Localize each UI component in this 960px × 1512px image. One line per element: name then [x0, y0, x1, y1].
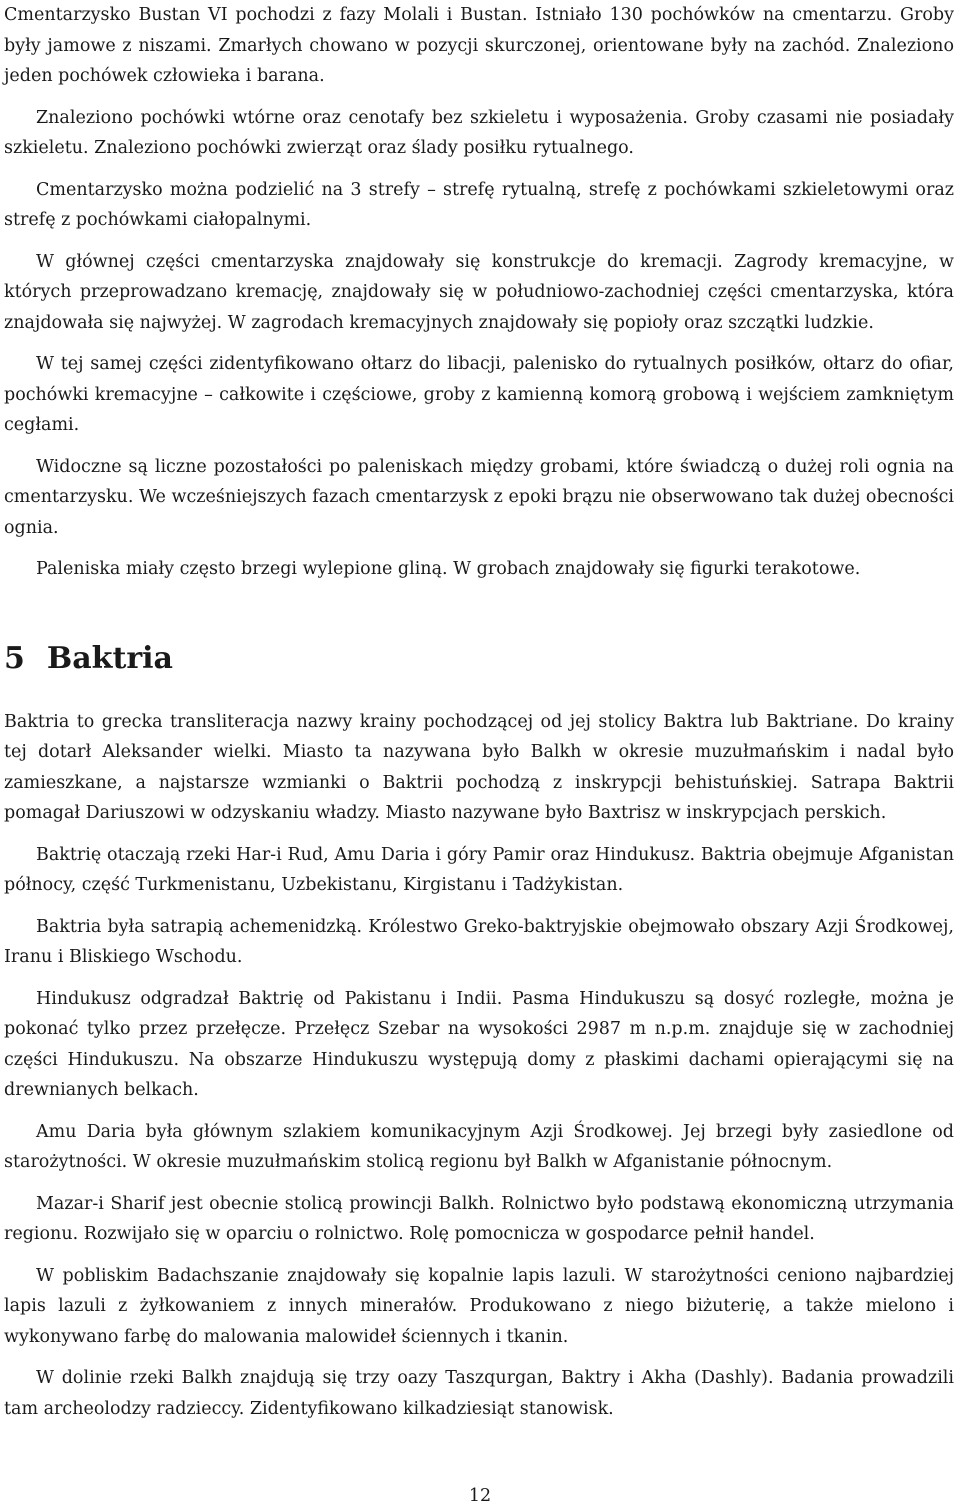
paragraph: W dolinie rzeki Balkh znajdują się trzy oazy Taszqurgan, Baktry i Akha (Dashly). Badania prowadzili tam archeolodzy radzieccy. Zidentyfikowano kilkadziesiąt stanowisk. — [4, 1368, 954, 1419]
paragraph: W pobliskim Badachszanie znajdowały się kopalnie lapis lazuli. W starożytności ceniono najbardziej lapis lazuli z żyłkowaniem z innych minerałów. Produkowano z niego biżuterię, a także mielono i wykonywano farbę do malowania malowideł ściennych i tkanin. — [4, 1265, 954, 1347]
section-heading — [4, 639, 954, 679]
paragraph: Cmentarzysko Bustan VI pochodzi z fazy Molali i Bustan. Istniało 130 pochówków na cmentarzu. Groby były jamowe z niszami. Zmarłych chowano w pozycji skurczonej, orientowane były na zachód. Znaleziono jeden pochówek człowieka i barana. — [4, 5, 954, 86]
paragraph: W głównej części cmentarzyska znajdowały się konstrukcje do kremacji. Zagrody kremacyjne, w których przeprowadzano kremację, znajdowały się w południowo-zachodniej części cmentarzyska, która znajdowała się najwyżej. W zagrodach kremacyjnych znajdowały się popioły oraz szczątki ludzkie. — [4, 251, 954, 333]
paragraph: W tej samej części zidentyfikowano ołtarz do libacji, palenisko do rytualnych posiłków, ołtarz do ofiar, pochówki kremacyjne – całkowite i częściowe, groby z kamienną komorą grobową i wejściem zamkniętym cegłami. — [4, 354, 954, 435]
paragraph: Widoczne są liczne pozostałości po paleniskach między grobami, które świadczą o dużej roli ognia na cmentarzysku. We wcześniejszych fazach cmentarzysk z epoki brązu nie obserwowano tak dużej obecności ognia. — [4, 456, 954, 538]
paragraph: Mazar-i Sharif jest obecnie stolicą prowincji Balkh. Rolnictwo było podstawą ekonomiczną utrzymania regionu. Rozwijało się w oparciu o rolnictwo. Rolę pomocnicza w gospodarce pełnił handel. — [4, 1193, 954, 1244]
section-number: 5 — [4, 640, 25, 676]
paragraph: Hindukusz odgradzał Baktrię od Pakistanu i Indii. Pasma Hindukuszu są dosyć rozległe, można je pokonać tylko przez przełęcze. Przełęcz Szebar na wysokości 2987 m n.p.m. znajduje się w zachodniej części Hindukuszu. Na obszarze Hindukuszu występują domy z płaskimi dachami opierającymi się na drewnianych belkach. — [4, 988, 954, 1100]
page-content — [4, 0, 954, 1435]
paragraph: Baktrię otaczają rzeki Har-i Rud, Amu Daria i góry Pamir oraz Hindukusz. Baktria obejmuje Afganistan północy, część Turkmenistanu, Uzbekistanu, Kirgistanu i Tadżykistan. — [4, 844, 954, 895]
section-title: Baktria — [46, 640, 173, 676]
paragraph: Cmentarzysko można podzielić na 3 strefy – strefę rytualną, strefę z pochówkami szkieletowymi oraz strefę z pochówkami ciałopalnymi. — [4, 179, 954, 230]
paragraph: Znaleziono pochówki wtórne oraz cenotafy bez szkieletu i wyposażenia. Groby czasami nie posiadały szkieletu. Znaleziono pochówki zwierząt oraz ślady posiłku rytualnego. — [4, 107, 954, 158]
paragraph: Baktria to grecka transliteracja nazwy krainy pochodzącej od jej stolicy Baktra lub Baktriane. Do krainy tej dotarł Aleksander wielki. Miasto ta nazywana było Balkh w okresie muzułmańskim i nadal było zamieszkane, a najstarsze wzmianki o Baktrii pochodzą z inskrypcji behistuńskiej. Satrapa Baktrii pomagał Dariuszowi w odzyskaniu władzy. Miasto nazywane było Baxtrisz w inskrypcjach perskich. — [4, 711, 954, 823]
paragraph: Amu Daria była głównym szlakiem komunikacyjnym Azji Środkowej. Jej brzegi były zasiedlone od starożytności. W okresie muzułmańskim stolicą regionu był Balkh w Afganistanie północnym. — [4, 1121, 954, 1172]
paragraph: Paleniska miały często brzegi wylepione gliną. W grobach znajdowały się figurki terakotowe. — [36, 559, 861, 579]
page-number: 12 — [468, 1486, 492, 1506]
paragraph: Baktria była satrapią achemenidzką. Królestwo Greko-baktryjskie obejmowało obszary Azji Środkowej, Iranu i Bliskiego Wschodu. — [4, 916, 954, 967]
